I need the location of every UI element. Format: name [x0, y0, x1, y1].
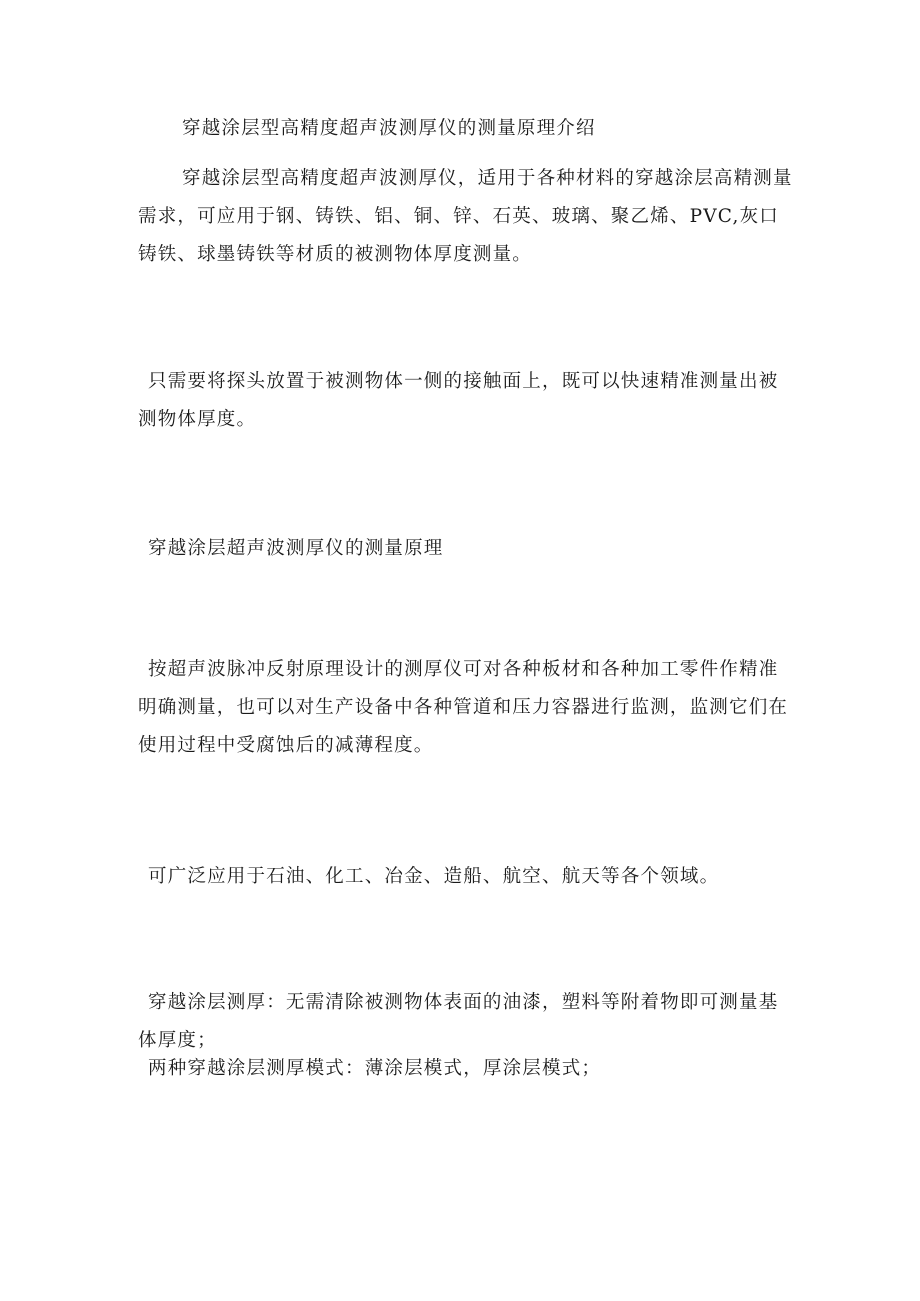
paragraph-modes: 两种穿越涂层测厚模式：薄涂层模式，厚涂层模式；	[148, 1058, 602, 1079]
paragraph-principle: 按超声波脉冲反射原理设计的测厚仪可对各种板材和各种加工零件作精准明确测量，也可以对生产设备中各种管道和压力容器进行监测，监测它们在使用过程中受腐蚀后的减薄程度。	[138, 659, 789, 756]
paragraph-probe: 只需要将探头放置于被测物体一侧的接触面上，既可以快速精准测量出被测物体厚度。	[138, 371, 779, 430]
section-heading: 穿越涂层超声波测厚仪的测量原理	[148, 538, 444, 559]
paragraph-coating: 穿越涂层测厚：无需清除被测物体表面的油漆，塑料等附着物即可测量基体厚度；	[138, 992, 779, 1051]
document-title: 穿越涂层型高精度超声波测厚仪的测量原理介绍	[182, 118, 596, 139]
paragraph-intro: 穿越涂层型高精度超声波测厚仪，适用于各种材料的穿越涂层高精测量需求，可应用于钢、铸铁、铝、铜、锌、石英、玻璃、聚乙烯、PVC,灰口铸铁、球墨铸铁等材质的被测物体厚度测量。	[138, 168, 793, 265]
paragraph-fields: 可广泛应用于石油、化工、冶金、造船、航空、航天等各个领域。	[148, 866, 720, 887]
